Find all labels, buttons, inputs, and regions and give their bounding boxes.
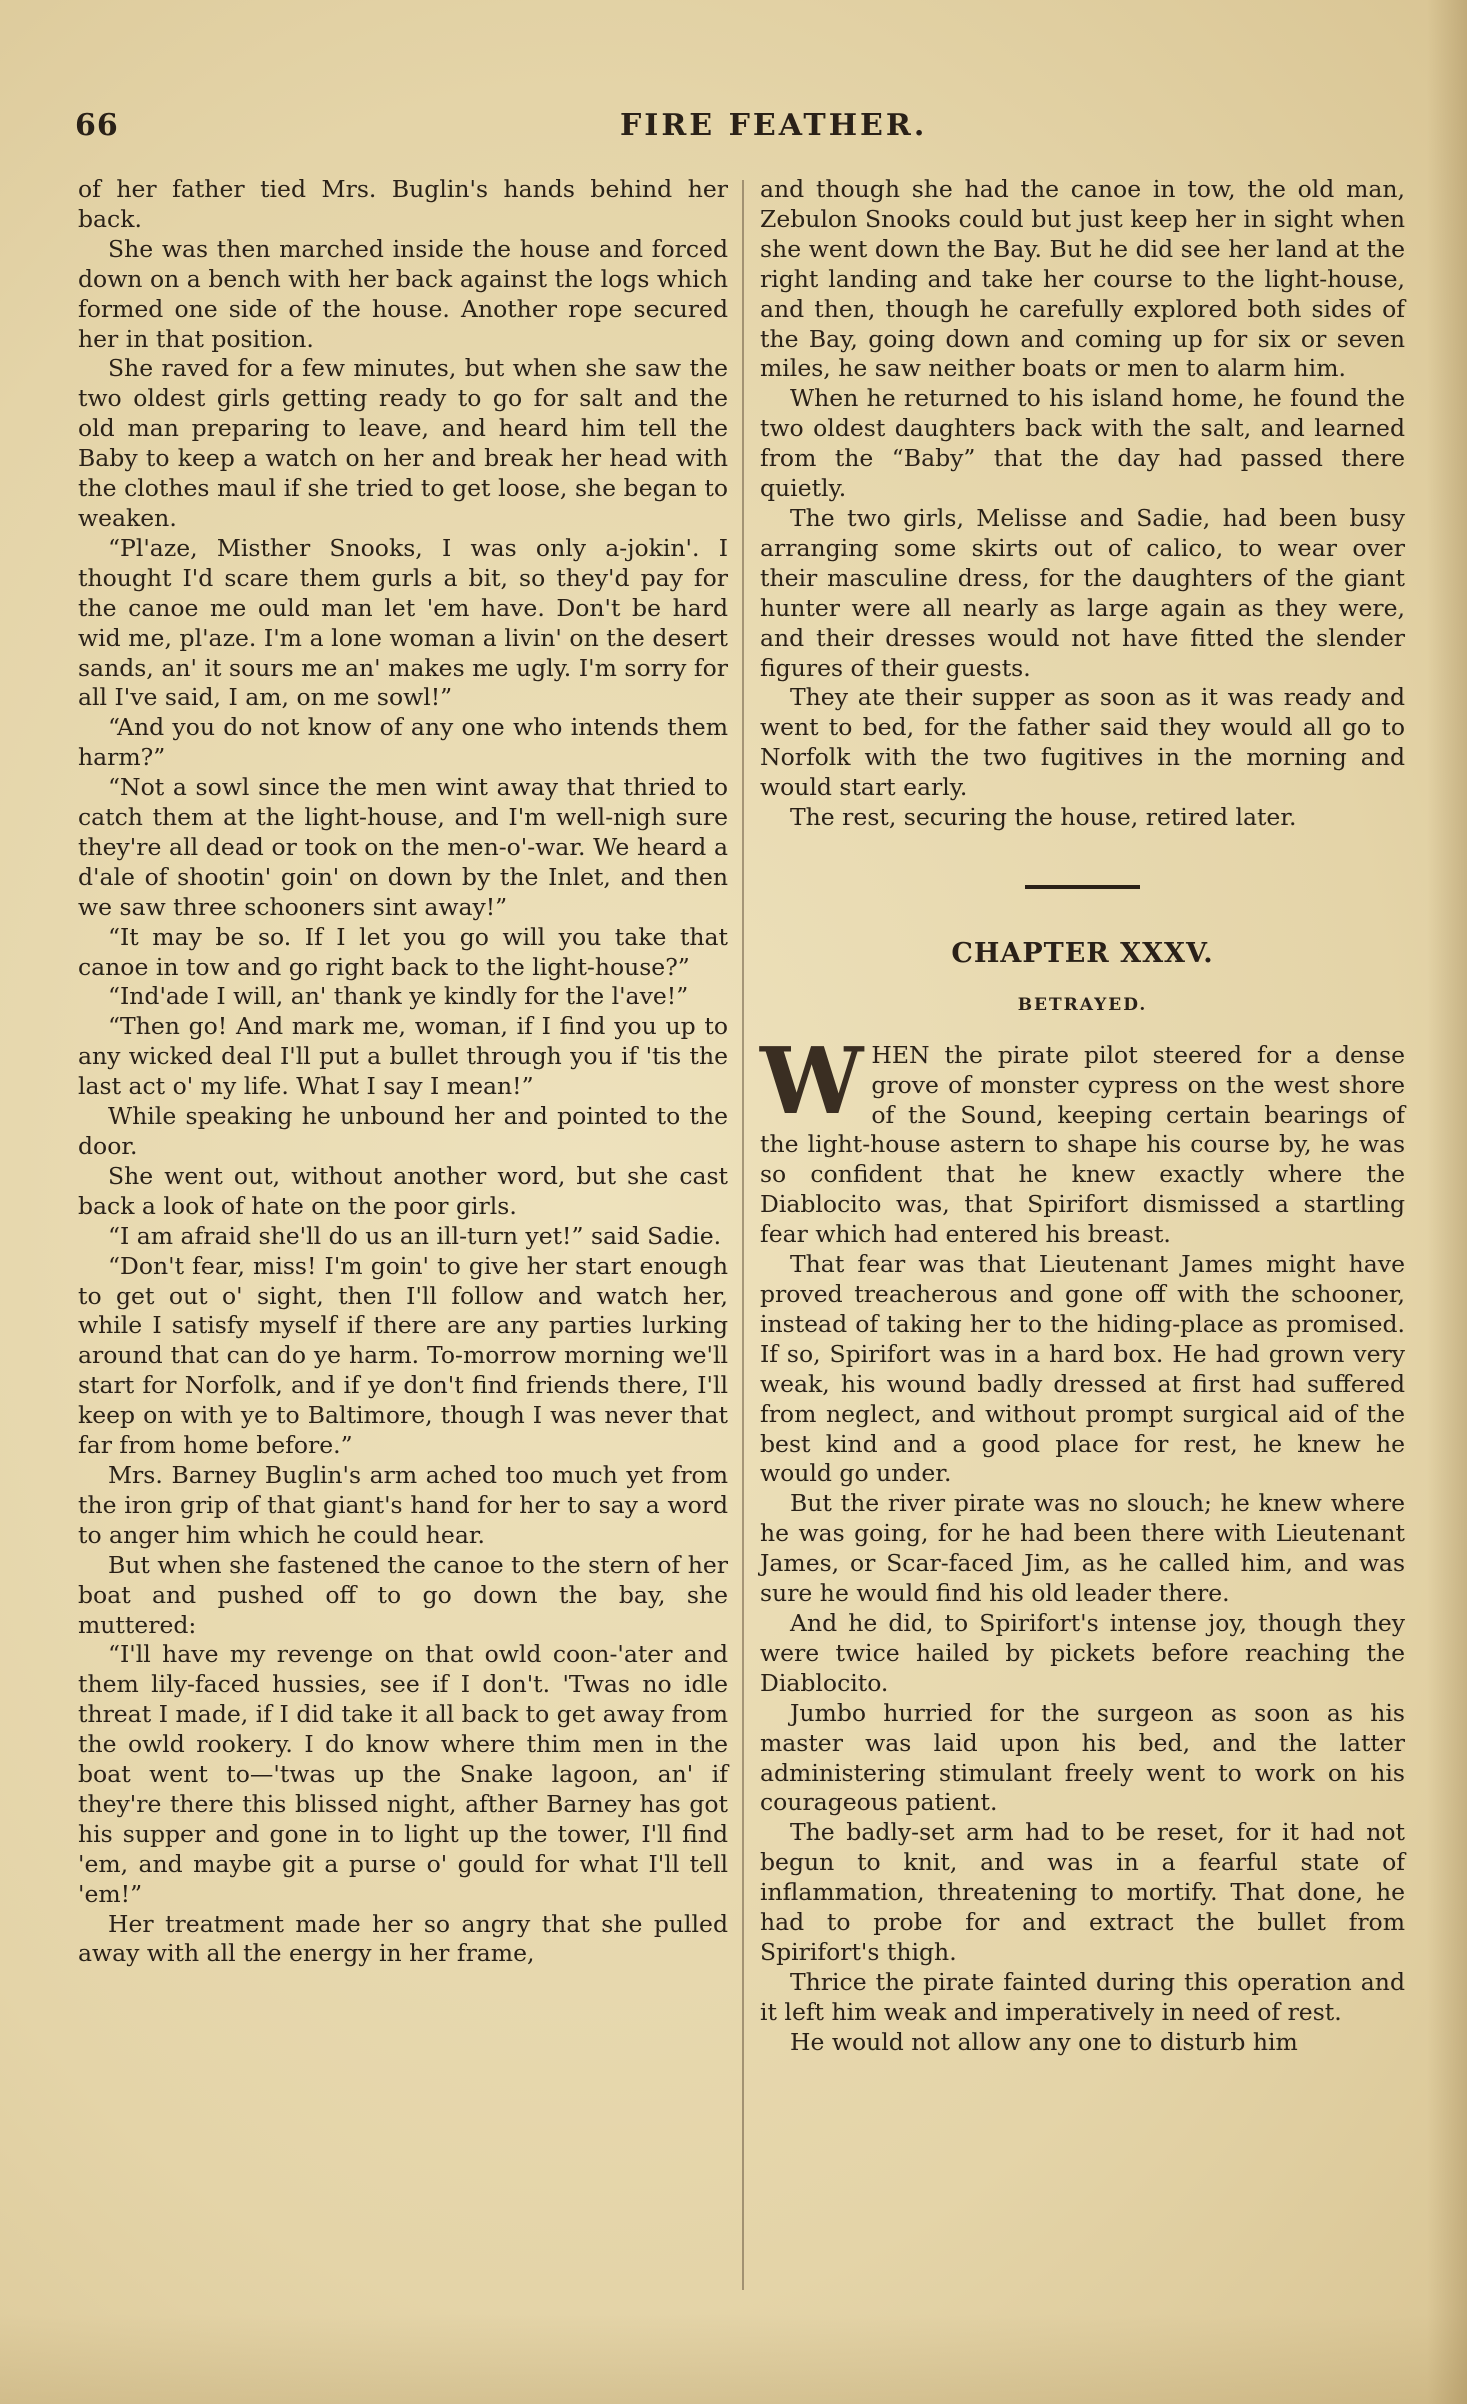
paragraph: She was then marched inside the house and forced down on a bench with her back against the logs which formed one side of the house. Another rope secured her in that position.: [78, 234, 728, 353]
section-divider: [1025, 885, 1140, 889]
paragraph: But the river pirate was no slouch; he knew where he was going, for he had been there with Lieutenant James, or Scar-faced Jim, as he called him, and was sure he would find his old leader there.: [760, 1489, 1405, 1608]
paragraph: and though she had the canoe in tow, the old man, Zebulon Snooks could but just keep her in sight when she went down the Bay. But he did see her land at the right landing and take her course to the light-house, and then, though he carefully explored both sides of the Bay, going down and coming up for six or seven miles, he saw neither boats or men to alarm him.: [760, 175, 1405, 383]
paragraph: “Not a sowl since the men wint away that thried to catch them at the light-house, and I'm well-nigh sure they're all dead or took on the men-o'-war. We heard a d'ale of shootin' goin' on down by the Inlet, and then we saw three schooners sint away!”: [78, 773, 728, 921]
paragraph: Thrice the pirate fainted during this operation and it left him weak and imperatively in need of rest.: [760, 1967, 1405, 2026]
paragraph: They ate their supper as soon as it was ready and went to bed, for the father said they would all go to Norfolk with the two fugitives in the morning and would start early.: [760, 683, 1405, 802]
paragraph: “Pl'aze, Misther Snooks, I was only a-jokin'. I thought I'd scare them gurls a bit, so they'd pay for the canoe me ould man let 'em have. Don't be hard wid me, pl'aze. I'm a lone woman a livin' on the desert sands, an' it sours me an' makes me ugly. I'm sorry for all I've said, I am, on me sowl!”: [78, 533, 728, 712]
paragraph: But when she fastened the canoe to the stern of her boat and pushed off to go down the bay, she muttered:: [78, 1550, 728, 1639]
paragraph: When he returned to his island home, he found the two oldest daughters back with the salt, and learned from the “Baby” that the day had passed there quietly.: [760, 384, 1405, 503]
running-title: FIRE FEATHER.: [620, 108, 928, 143]
paragraph: “Don't fear, miss! I'm goin' to give her start enough to get out o' sight, then I'll follow and watch her, while I satisfy myself if there are any parties lurking around that can do ye harm. To-morrow morning we'll start for Norfolk, and if ye don't find friends there, I'll keep on with ye to Baltimore, though I was never that far from home before.”: [78, 1251, 728, 1460]
paragraph: “Ind'ade I will, an' thank ye kindly for the l'ave!”: [108, 982, 689, 1011]
paragraph: Jumbo hurried for the surgeon as soon as his master was laid upon his bed, and the latter administering stimulant freely went to work on his courageous patient.: [760, 1698, 1405, 1817]
paragraph: Her treatment made her so angry that she pulled away with all the energy in her frame,: [78, 1909, 728, 1968]
drop-cap: W: [760, 1026, 864, 1135]
paragraph: Mrs. Barney Buglin's arm ached too much yet from the iron grip of that giant's hand for her to say a word to anger him which he could hear.: [78, 1460, 728, 1549]
paragraph: HEN the pirate pilot steered for a dense grove of monster cypress on the west shore of the Sound, keeping certain bearings of the light-house astern to shape his course by, he was so confident that he knew exactly where the Diablocito was, that Spirifort dismissed a startling fear which had entered his breast.: [760, 1040, 1405, 1249]
chapter-opening: [760, 1026, 1405, 1250]
paragraph: She went out, without another word, but she cast back a look of hate on the poor girls.: [78, 1161, 728, 1220]
paragraph: “Then go! And mark me, woman, if I find you up to any wicked deal I'll put a bullet through you if 'tis the last act o' my life. What I say I mean!”: [78, 1012, 728, 1101]
paragraph: “And you do not know of any one who intends them harm?”: [78, 713, 728, 772]
paragraph: He would not allow any one to disturb him: [790, 2027, 1298, 2056]
left-column: [78, 175, 728, 1969]
paragraph: The rest, securing the house, retired later.: [790, 803, 1297, 832]
paragraph: “It may be so. If I let you go will you take that canoe in tow and go right back to the light-house?”: [78, 922, 728, 981]
chapter-subtitle: BETRAYED.: [1017, 994, 1148, 1015]
right-column: [760, 175, 1405, 2058]
paragraph: “I am afraid she'll do us an ill-turn yet!” said Sadie.: [108, 1221, 722, 1250]
page-bottom-shadow: [0, 2314, 1467, 2404]
page-number: 66: [75, 108, 119, 143]
chapter-title: CHAPTER XXXV.: [951, 937, 1214, 969]
paragraph: The two girls, Melisse and Sadie, had been busy arranging some skirts out of calico, to wear over their masculine dress, for the daughters of the giant hunter were all nearly as large again as they were, and their dresses would not have fitted the slender figures of their guests.: [760, 503, 1405, 682]
paragraph: That fear was that Lieutenant James might have proved treacherous and gone off with the schooner, instead of taking her to the hiding-place as promised. If so, Spirifort was in a hard box. He had grown very weak, his wound badly dressed at first had suffered from neglect, and without prompt surgical aid of the best kind and a good place for rest, he knew he would go under.: [760, 1250, 1405, 1488]
column-rule: [742, 180, 744, 2290]
paragraph: The badly-set arm had to be reset, for it had not begun to knit, and was in a fearful state of inflammation, threatening to mortify. That done, he had to probe for and extract the bullet from Spirifort's thigh.: [760, 1818, 1405, 1966]
paragraph: She raved for a few minutes, but when she saw the two oldest girls getting ready to go for salt and the old man preparing to leave, and heard him tell the Baby to keep a watch on her and break her head with the clothes maul if she tried to get loose, she began to weaken.: [78, 354, 728, 532]
paragraph: And he did, to Spirifort's intense joy, though they were twice hailed by pickets before reaching the Diablocito.: [760, 1608, 1405, 1697]
paragraph: “I'll have my revenge on that owld coon-'ater and them lily-faced hussies, see if I don't. 'Twas no idle threat I made, if I did take it all back to get away from the owld rookery. I do know where thim men in the boat went to—'twas up the Snake lagoon, an' if they're there this blissed night, afther Barney has got his supper and gone in to light up the tower, I'll find 'em, and maybe git a purse o' gould for what I'll tell 'em!”: [78, 1640, 728, 1908]
page-edge-shadow: [1427, 0, 1467, 2404]
paragraph: While speaking he unbound her and pointed to the door.: [78, 1102, 728, 1160]
paragraph: of her father tied Mrs. Buglin's hands behind her back.: [78, 175, 728, 233]
